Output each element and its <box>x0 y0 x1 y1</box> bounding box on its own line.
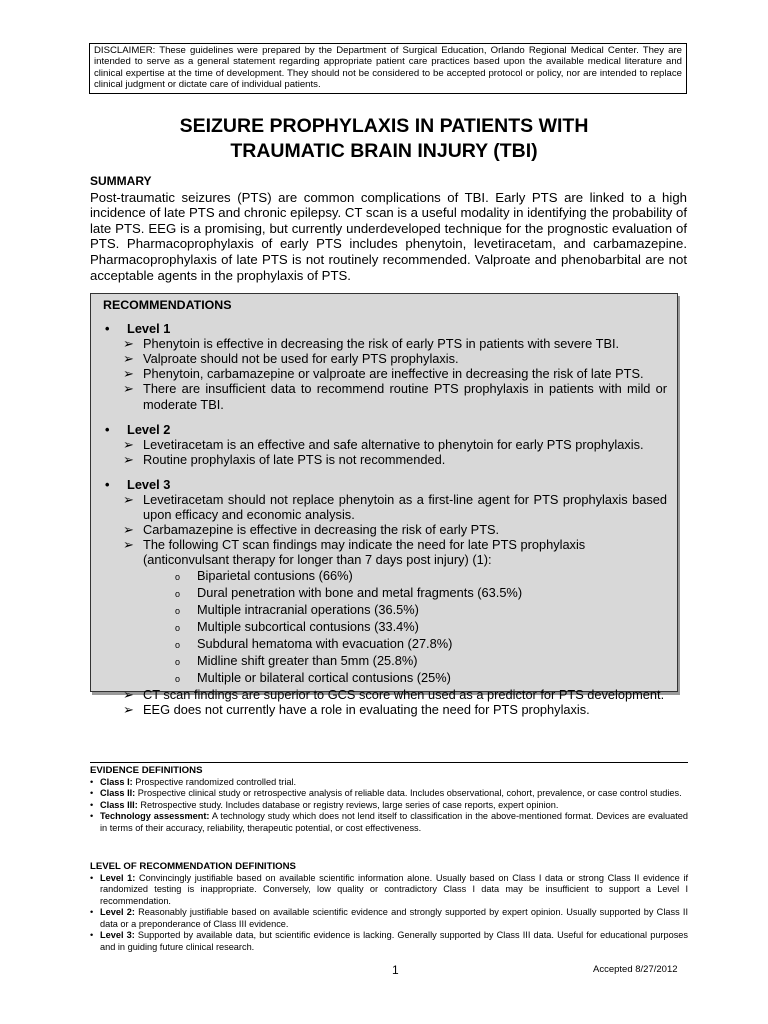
accepted-date: Accepted 8/27/2012 <box>593 964 678 975</box>
circle-bullet-icon: o <box>175 571 181 582</box>
definition-term: Level 1: <box>100 872 136 883</box>
arrow-bullet-icon: ➢ <box>123 336 134 352</box>
definition-text <box>100 907 688 930</box>
recommendation-text: Phenytoin, carbamazepine or valproate are ineffective in decreasing the risk of late PTS. <box>143 366 644 382</box>
circle-bullet-icon: o <box>175 674 181 685</box>
ct-finding-item <box>175 585 667 602</box>
definition-term: Class II: <box>100 788 136 798</box>
ct-finding-text: Biparietal contusions (66%) <box>197 567 353 583</box>
ct-finding-text: Midline shift greater than 5mm (25.8%) <box>197 652 418 668</box>
title-line-1: SEIZURE PROPHYLAXIS IN PATIENTS WITH <box>179 115 589 137</box>
definition-item <box>90 907 688 930</box>
recommendation-text: Routine prophylaxis of late PTS is not recommended. <box>143 451 446 467</box>
ct-finding-item <box>175 653 667 670</box>
ct-finding-text: Subdural hematoma with evacuation (27.8%) <box>197 635 453 651</box>
arrow-bullet-icon: ➢ <box>123 366 134 382</box>
definition-body: Prospective randomized controlled trial. <box>132 776 297 787</box>
bullet-icon: • <box>105 321 110 337</box>
ct-finding-text: Multiple subcortical contusions (33.4%) <box>197 618 419 634</box>
bullet-icon: • <box>90 872 94 883</box>
recommendation-item <box>123 522 667 537</box>
ct-finding-item <box>175 619 667 636</box>
arrow-bullet-icon: ➢ <box>123 381 134 397</box>
circle-bullet-icon: o <box>175 622 181 633</box>
recommendation-text: Levetiracetam is an effective and safe alternative to phenytoin for early PTS prophylaxis. <box>143 436 644 452</box>
definition-item <box>90 777 688 789</box>
recommendation-text: EEG does not currently have a role in evaluating the need for PTS prophylaxis. <box>143 702 590 718</box>
evidence-definitions-section <box>90 762 688 834</box>
bullet-icon: • <box>90 776 94 787</box>
level-3-title-row <box>103 477 667 492</box>
recommendation-item <box>123 492 667 522</box>
evidence-definitions-heading: EVIDENCE DEFINITIONS <box>90 765 203 776</box>
definition-text <box>100 930 688 953</box>
definition-text <box>100 788 688 800</box>
recommendation-item <box>123 366 667 381</box>
recommendations-heading: RECOMMENDATIONS <box>103 298 232 312</box>
ct-finding-item <box>175 568 667 585</box>
bullet-icon: • <box>105 476 110 492</box>
circle-bullet-icon: o <box>175 656 181 667</box>
recommendation-item <box>123 537 667 567</box>
level-1-group <box>103 321 667 412</box>
definition-body: Prospective clinical study or retrospective analysis of reliable data. Includes observational, cohort, prevalence, or case control studies. <box>135 788 682 798</box>
recommendation-item <box>123 687 667 702</box>
bullet-icon: • <box>90 799 94 810</box>
section-divider <box>90 762 688 763</box>
level-3-group <box>103 477 667 717</box>
definition-term: Level 2: <box>100 907 135 917</box>
page-title <box>0 114 768 164</box>
recommendation-text: Levetiracetam should not replace phenytoin as a first-line agent for PTS prophylaxis based upon efficacy and economic analysis. <box>143 492 667 523</box>
recommendation-text: There are insufficient data to recommend routine PTS prophylaxis in patients with mild or moderate TBI. <box>143 381 667 412</box>
level-definitions-section <box>90 861 688 953</box>
title-line-2: TRAUMATIC BRAIN INJURY (TBI) <box>230 140 538 162</box>
definition-text <box>100 873 688 908</box>
disclaimer-box: DISCLAIMER: These guidelines were prepared by the Department of Surgical Education, Orlando Regional Medical Center. They are intended to serve as a general statement regarding appropriate patient care practices based upon the available medical literature and clinical expertise at the time of development. They should not be considered to be accepted protocol or policy, nor are intended to replace clinical judgment or dictate care of individual patients. <box>89 43 687 94</box>
arrow-bullet-icon: ➢ <box>123 537 134 553</box>
arrow-bullet-icon: ➢ <box>123 687 134 703</box>
level-1-title-row <box>103 321 667 336</box>
arrow-bullet-icon: ➢ <box>123 702 134 718</box>
definition-item <box>90 788 688 800</box>
arrow-bullet-icon: ➢ <box>123 492 134 508</box>
recommendations-box <box>90 293 678 718</box>
recommendation-text: Phenytoin is effective in decreasing the risk of early PTS in patients with severe TBI. <box>143 336 620 352</box>
definition-item <box>90 800 688 812</box>
definition-text <box>100 800 688 812</box>
bullet-icon: • <box>105 421 110 437</box>
arrow-bullet-icon: ➢ <box>123 436 134 452</box>
ct-finding-item <box>175 670 667 687</box>
recommendation-item <box>123 437 667 452</box>
definition-body: A technology study which does not lend itself to classification in the above-mentioned format. Devices are evaluated in terms of their accuracy, reliability, therapeutic potential, or cost effectiveness. <box>100 811 688 833</box>
bullet-icon: • <box>90 907 94 917</box>
definition-text <box>100 777 688 789</box>
page-number: 1 <box>392 963 399 977</box>
level-3-title: Level 3 <box>127 476 171 492</box>
definition-term: Class I: <box>100 776 133 787</box>
definition-term: Level 3: <box>100 930 135 940</box>
definition-body: Reasonably justifiable based on available scientific evidence and strongly supported by expert opinion. Usually supported by Class II data or a preponderance of Class III evidence. <box>100 907 688 929</box>
ct-finding-text: Multiple intracranial operations (36.5%) <box>197 601 419 617</box>
recommendation-item <box>123 336 667 351</box>
arrow-bullet-icon: ➢ <box>123 351 134 367</box>
bullet-icon: • <box>90 811 94 821</box>
definition-body: Supported by available data, but scientific evidence is lacking. Generally supported by Class III data. Useful for educational purposes and in guiding future clinical research. <box>100 930 689 952</box>
bullet-icon: • <box>90 930 94 940</box>
recommendation-item <box>123 452 667 467</box>
arrow-bullet-icon: ➢ <box>123 522 134 538</box>
definition-text <box>100 811 688 834</box>
level-definitions-heading: LEVEL OF RECOMMENDATION DEFINITIONS <box>90 861 296 872</box>
ct-finding-item <box>175 602 667 619</box>
recommendation-item <box>123 702 667 717</box>
circle-bullet-icon: o <box>175 588 181 599</box>
level-2-title: Level 2 <box>127 421 171 437</box>
recommendation-text: Carbamazepine is effective in decreasing the risk of early PTS. <box>143 522 500 538</box>
bullet-icon: • <box>90 788 94 798</box>
definition-body: Retrospective study. Includes database or registry reviews, large series of case reports, expert opinion. <box>137 799 559 810</box>
level-1-title: Level 1 <box>127 321 171 337</box>
level-2-title-row <box>103 422 667 437</box>
circle-bullet-icon: o <box>175 605 181 616</box>
recommendation-text: The following CT scan findings may indicate the need for late PTS prophylaxis (anticonvulsant therapy for longer than 7 days post injury) (1): <box>143 537 586 568</box>
recommendation-text: Valproate should not be used for early PTS prophylaxis. <box>143 351 459 367</box>
ct-finding-text: Dural penetration with bone and metal fragments (63.5%) <box>197 584 523 600</box>
recommendation-item <box>123 351 667 366</box>
circle-bullet-icon: o <box>175 639 181 650</box>
definition-term: Class III: <box>100 799 138 810</box>
summary-section <box>90 174 687 283</box>
summary-body: Post-traumatic seizures (PTS) are common complications of TBI. Early PTS are linked to a high incidence of late PTS and chronic epilepsy. CT scan is a useful modality in identifying the probability of late PTS. EEG is a promising, but currently underdeveloped technique for the prognostic evaluation of PTS. Pharmacoprophylaxis of early PTS includes phenytoin, levetiracetam, and carbamazepine. Pharmacoprophylaxis of late PTS is not routinely recommended. Valproate and phenobarbital are not acceptable agents in the prophylaxis of PTS. <box>90 189 687 283</box>
definition-item <box>90 811 688 834</box>
recommendation-item <box>123 381 667 411</box>
definition-term: Technology assessment: <box>100 811 210 821</box>
ct-finding-item <box>175 636 667 653</box>
definition-item <box>90 930 688 953</box>
ct-finding-text: Multiple or bilateral cortical contusions (25%) <box>197 670 451 686</box>
arrow-bullet-icon: ➢ <box>123 451 134 467</box>
level-2-group <box>103 422 667 467</box>
definition-body: Convincingly justifiable based on available scientific information alone. Usually based on Class I data or strong Class II evidence if randomized testing is inappropriate. Conversely, low quality or contradictory Class I data may be insufficient to support a Level I recommendation. <box>100 872 689 906</box>
summary-heading: SUMMARY <box>90 174 152 188</box>
recommendation-text: CT scan findings are superior to GCS score when used as a predictor for PTS development. <box>143 687 665 703</box>
definition-item <box>90 873 688 908</box>
